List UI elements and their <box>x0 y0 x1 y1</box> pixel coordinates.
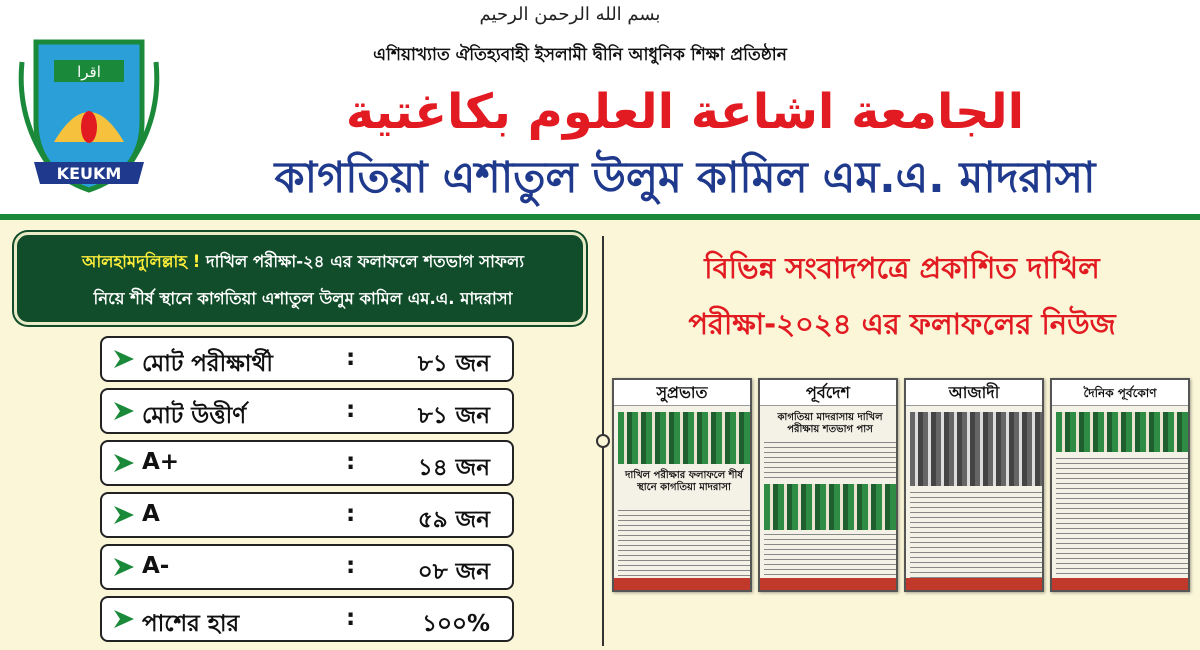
newspaper-photo <box>764 484 896 530</box>
newspaper-masthead: সুপ্রভাত <box>614 380 750 406</box>
newspaper-footer <box>760 578 896 590</box>
banner-highlight: আলহামদুলিল্লাহ ! <box>81 252 201 271</box>
arrow-right-icon <box>112 608 136 630</box>
newspaper-footer <box>1052 578 1188 590</box>
newspaper-photo <box>618 412 750 464</box>
institution-tagline: এশিয়াখ্যাত ঐতিহ্যবাহী ইসলামী দ্বীনি আধুনিক শিক্ষা প্রতিষ্ঠান <box>373 45 787 65</box>
newspaper-footer <box>906 578 1042 590</box>
bangla-institution-name: কাগতিয়া এশাতুল উলুম কামিল এম.এ. মাদরাসা <box>274 153 1096 203</box>
arrow-right-icon <box>112 452 136 474</box>
stat-label: A <box>142 501 160 527</box>
newspaper-headline: দাখিল পরীক্ষার ফলাফলে শীর্ষ স্থানে কাগতিয়া মাদরাসা <box>625 470 743 493</box>
stat-colon: : <box>346 553 356 579</box>
arrow-right-icon <box>112 400 136 422</box>
newspaper-headline: কাগতিয়া মাদরাসায় দাখিল পরীক্ষায় শতভাগ পাস <box>777 412 883 435</box>
header <box>0 0 1200 215</box>
newspaper-clipping-purbokone <box>1050 378 1190 592</box>
stat-label: A+ <box>142 449 180 475</box>
newspaper-clipping-suprobhat <box>612 378 752 592</box>
newspaper-body-text <box>764 534 896 578</box>
newspaper-photo <box>1056 412 1188 452</box>
arabic-institution-name: الجامعة اشاعة العلوم بكاغتية <box>345 84 1025 140</box>
stat-label: মোট উত্তীর্ণ <box>142 403 247 429</box>
stat-label: মোট পরীক্ষার্থী <box>142 351 273 377</box>
newspaper-body-text <box>618 510 750 576</box>
stat-value: ১৪ জন <box>417 455 490 481</box>
newspaper-body-text <box>764 442 896 480</box>
stat-colon: : <box>346 397 356 423</box>
stat-row-total-examinees <box>100 336 514 382</box>
stat-row-a-minus <box>100 544 514 590</box>
stat-value: ১০০% <box>422 611 490 637</box>
stat-value: ৮১ জন <box>417 351 490 377</box>
bismillah-text: بسم الله الرحمن الرحيم <box>479 4 661 25</box>
results-panel <box>14 232 586 650</box>
stat-colon: : <box>346 345 356 371</box>
newspaper-photo <box>910 412 1042 486</box>
stat-value: ৫৯ জন <box>417 507 490 533</box>
newspaper-body-text <box>910 492 1042 578</box>
stat-label: পাশের হার <box>142 611 240 637</box>
stat-row-a <box>100 492 514 538</box>
newspaper-clipping-azadi <box>904 378 1044 592</box>
svg-text:اقرا: اقرا <box>77 63 101 81</box>
newspaper-masthead: আজাদী <box>906 380 1042 406</box>
success-banner <box>14 232 586 325</box>
newspaper-masthead: দৈনিক পূর্বকোণ <box>1052 380 1188 406</box>
stat-value: ৮১ জন <box>417 403 490 429</box>
arrow-right-icon <box>112 348 136 370</box>
stat-row-pass-rate <box>100 596 514 642</box>
arrow-right-icon <box>112 504 136 526</box>
logo-abbreviation: KEUKM <box>56 164 122 183</box>
stat-colon: : <box>346 605 356 631</box>
stat-colon: : <box>346 449 356 475</box>
arrow-right-icon <box>112 556 136 578</box>
newspaper-masthead: পূর্বদেশ <box>760 380 896 406</box>
stat-row-a-plus <box>100 440 514 486</box>
ornament-divider <box>596 236 610 646</box>
stat-value: ০৮ জন <box>417 559 490 585</box>
banner-line-2: নিয়ে শীর্ষ স্থানে কাগতিয়া এশাতুল উলুম কামিল এম.এ. মাদরাসা <box>93 289 513 308</box>
newspaper-body-text <box>1056 458 1188 578</box>
banner-line-1 <box>17 249 589 276</box>
newspaper-footer <box>614 578 750 590</box>
stat-row-total-passed <box>100 388 514 434</box>
stat-colon: : <box>346 501 356 527</box>
header-divider <box>0 214 1200 220</box>
stat-label: A- <box>142 553 170 579</box>
newspaper-clipping-purbodesh <box>758 378 898 592</box>
news-heading-line-2: পরীক্ষা-২০২৪ এর ফলাফলের নিউজ <box>688 307 1116 341</box>
news-heading-line-1: বিভিন্ন সংবাদপত্রে প্রকাশিত দাখিল <box>704 251 1100 285</box>
banner-line-1-text: দাখিল পরীক্ষা-২৪ এর ফলাফলে শতভাগ সাফল্য <box>200 252 525 271</box>
madrasa-logo <box>14 22 164 202</box>
